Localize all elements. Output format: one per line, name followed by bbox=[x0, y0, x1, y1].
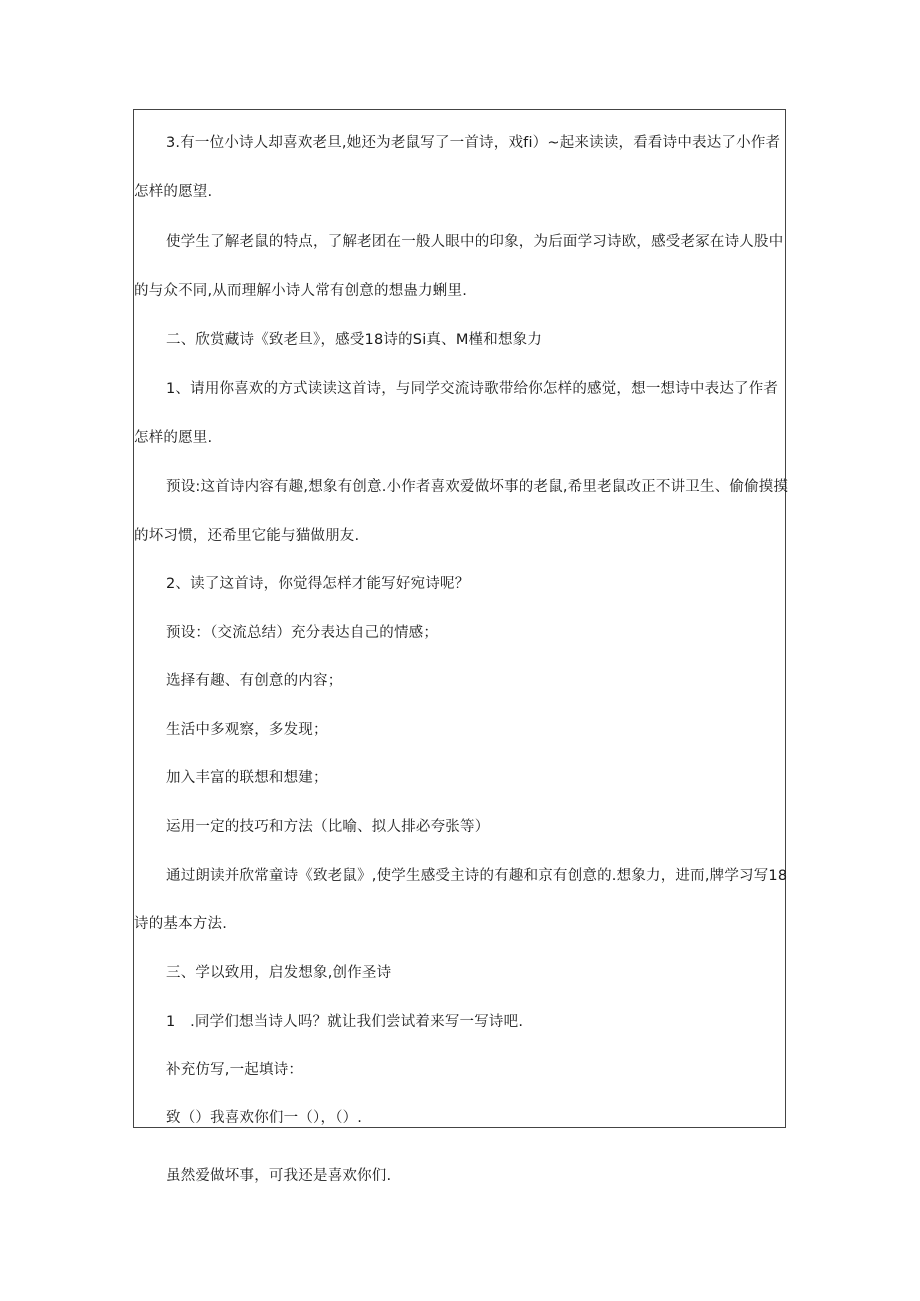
text-line-8: 预设:这首诗内容有趣,想象有创意.小作者喜欢爱做坏事的老鼠,希里老鼠改正不讲卫生、偷偷摸摸 bbox=[166, 479, 789, 495]
text-line-7: 怎样的愿里. bbox=[134, 430, 213, 446]
text-line-19: 1 .同学们想当诗人吗？就让我们尝试着来写一写诗吧. bbox=[166, 1014, 524, 1030]
text-line-2: 怎样的愿望. bbox=[134, 184, 213, 200]
text-line-3: 使学生了解老鼠的特点，了解老团在一般人眼中的印象，为后面学习诗欧，感受老冢在诗人股中 bbox=[166, 234, 784, 250]
text-line-9: 的坏习惯，还希里它能与猫做朋友. bbox=[134, 528, 360, 544]
section-heading-2: 二、欣赏藏诗《致老旦》，感受18诗的Si真、M槿和想象力 bbox=[166, 332, 543, 348]
text-line-11: 预设：（交流总结）充分表达自己的情感； bbox=[166, 625, 439, 641]
text-line-20: 补充仿写,一起填诗： bbox=[166, 1062, 304, 1078]
text-line-10: 2、读了这首诗，你觉得怎样才能写好宛诗呢？ bbox=[166, 576, 470, 592]
text-line-14: 加入丰富的联想和想建； bbox=[166, 770, 328, 786]
text-line-22: 虽然爱做坏事，可我还是喜欢你们. bbox=[166, 1168, 392, 1184]
text-line-6: 1、请用你喜欢的方式读读这首诗，与同学交流诗歌带给你怎样的感觉，想一想诗中表达了作者 bbox=[166, 381, 779, 397]
section-heading-3: 三、学以致用，启发想象,创作圣诗 bbox=[166, 965, 392, 981]
text-line-13: 生活中多观察，多发现； bbox=[166, 722, 328, 738]
text-line-1: 3.有一位小诗人却喜欢老旦,她还为老鼠写了一首诗，戏fi）~起来读读，看看诗中表达了小作者 bbox=[166, 135, 781, 151]
text-line-21: 致（）我喜欢你们一（），（）. bbox=[166, 1110, 363, 1126]
text-line-4: 的与众不同,从而理解小诗人常有创意的想蛊力蜊里. bbox=[134, 283, 468, 299]
text-line-15: 运用一定的技巧和方法（比喻、拟人排必夸张等） bbox=[166, 819, 490, 835]
text-line-16: 通过朗读并欣常童诗《致老鼠》,使学生感受主诗的有趣和京有创意的.想象力，进而,牌学习写18 bbox=[166, 868, 788, 884]
text-line-12: 选择有趣、有创意的内容； bbox=[166, 673, 343, 689]
text-line-17: 诗的基本方法. bbox=[134, 916, 228, 932]
